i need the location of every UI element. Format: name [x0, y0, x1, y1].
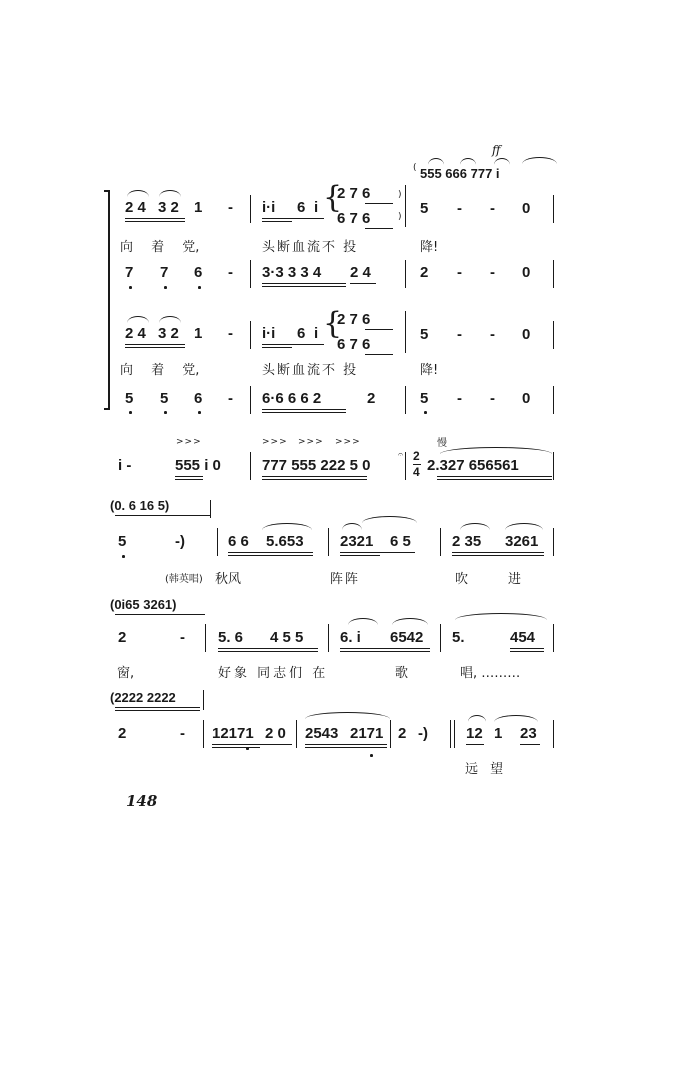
beam — [262, 479, 367, 480]
beam — [115, 515, 210, 516]
beam — [212, 747, 260, 748]
time-sig-bottom: 4 — [413, 465, 420, 479]
barline — [210, 500, 211, 518]
note: 23 — [520, 725, 537, 742]
slur — [428, 158, 444, 165]
lyric: 吹 — [455, 572, 469, 587]
accent-marks: >>> — [176, 437, 202, 447]
system-bracket — [108, 190, 110, 410]
note: - — [490, 390, 495, 407]
barline — [405, 452, 406, 480]
measure: i - — [118, 457, 132, 474]
beam — [365, 329, 393, 330]
note: 2543 — [305, 725, 339, 742]
bracket-cap — [104, 408, 110, 410]
note: 5 — [160, 390, 169, 407]
note: 2321 — [340, 533, 374, 550]
barline — [553, 260, 554, 288]
low-dot — [424, 411, 427, 414]
note: - — [457, 326, 462, 343]
note: i — [314, 325, 319, 342]
beam — [340, 651, 430, 652]
beam — [340, 555, 380, 556]
chord-lower: 6 7 6 — [337, 210, 371, 227]
barline — [553, 321, 554, 349]
note: 2 — [118, 629, 127, 646]
bracket-close: ) — [398, 212, 402, 222]
low-dot — [129, 286, 132, 289]
chord-upper: 2 7 6 — [337, 185, 371, 202]
slur — [494, 158, 510, 165]
bracket-close: ) — [398, 190, 402, 200]
beam — [365, 203, 393, 204]
beam — [212, 744, 292, 745]
note: 2 35 — [452, 533, 482, 550]
beam — [262, 283, 346, 284]
note: - — [457, 390, 462, 407]
note: 6 6 — [228, 533, 249, 550]
beam — [262, 412, 346, 413]
chord-lower: 6 7 6 — [337, 336, 371, 353]
low-dot — [122, 555, 125, 558]
lyric: 远 望 — [465, 762, 508, 777]
slur — [262, 523, 312, 530]
note: 1 — [494, 725, 503, 742]
lyric: 向 着 党, — [120, 240, 200, 255]
beam — [437, 476, 552, 477]
barline — [205, 624, 206, 652]
barline — [405, 386, 406, 414]
beam — [305, 747, 387, 748]
beam — [228, 555, 313, 556]
lyric: 阵阵 — [330, 572, 361, 587]
measure: 2.327 656561 — [427, 457, 519, 474]
note: - — [228, 199, 233, 216]
note: 7 — [160, 264, 169, 281]
note: - — [180, 725, 185, 742]
lyric: 头断血流不 投 — [262, 363, 359, 378]
note: 0 — [522, 390, 531, 407]
bracket-phrase: (0i65 3261) — [110, 597, 177, 612]
note: 2 — [420, 264, 429, 281]
beam — [228, 552, 313, 553]
note: 2 — [118, 725, 127, 742]
note: -) — [418, 725, 428, 742]
slur — [505, 523, 543, 530]
barline — [405, 260, 406, 288]
slur — [468, 715, 486, 722]
note: - — [228, 325, 233, 342]
note: 6 — [194, 390, 203, 407]
beam — [262, 221, 292, 222]
beam — [340, 648, 430, 649]
beam — [340, 552, 415, 553]
lyric: 窗, — [117, 666, 135, 681]
chord-upper: 2 7 6 — [337, 311, 371, 328]
note: - — [180, 629, 185, 646]
slur — [494, 715, 538, 722]
note: 3261 — [505, 533, 539, 550]
slur — [342, 523, 362, 530]
note: 1 — [194, 325, 203, 342]
intro-phrase: 555 666 777 i — [420, 166, 500, 181]
note: 3 2 — [158, 199, 179, 216]
bracket-phrase: (2222 2222 — [110, 690, 176, 705]
bracket-open: ( — [413, 163, 417, 173]
note: 3·3 3 3 4 — [262, 264, 322, 281]
barline — [440, 624, 441, 652]
accent-marks: >>> — [262, 437, 288, 447]
note: 4 5 5 — [270, 629, 304, 646]
barline — [553, 195, 554, 223]
beam — [262, 476, 367, 477]
slur — [127, 316, 149, 323]
note: i·i — [262, 199, 276, 216]
lyric: 降! — [420, 363, 439, 378]
slur — [460, 523, 490, 530]
note: 2 4 — [350, 264, 371, 281]
barline — [553, 386, 554, 414]
note: - — [457, 264, 462, 281]
note: 3 2 — [158, 325, 179, 342]
dynamic-ff: ff — [492, 143, 501, 157]
lyric: 秋风 — [215, 572, 242, 587]
barline — [450, 720, 451, 748]
note: 5 — [420, 390, 429, 407]
beam — [466, 744, 484, 745]
slur — [159, 316, 181, 323]
beam — [125, 347, 185, 348]
measure: 777 555 222 5 0 — [262, 457, 371, 474]
lyric: 头断血流不 投 — [262, 240, 359, 255]
beam — [437, 479, 552, 480]
note: 2 0 — [265, 725, 286, 742]
barline — [405, 185, 406, 227]
note: 5. — [452, 629, 465, 646]
note: 5 — [420, 326, 429, 343]
barline — [328, 624, 329, 652]
barline — [250, 195, 251, 223]
brace: { — [323, 180, 343, 215]
low-dot — [129, 411, 132, 414]
note: - — [457, 200, 462, 217]
slur — [460, 158, 476, 165]
beam — [262, 344, 324, 345]
beam — [218, 648, 318, 649]
note: - — [490, 264, 495, 281]
note: 6 5 — [390, 533, 411, 550]
note: 2 — [367, 390, 376, 407]
lyric: 唱, ……… — [460, 666, 521, 681]
beam — [510, 651, 544, 652]
barline — [250, 452, 251, 480]
note: 5.653 — [266, 533, 304, 550]
slur — [455, 613, 547, 620]
note: 2 4 — [125, 325, 146, 342]
beam — [262, 218, 324, 219]
beam — [262, 347, 292, 348]
low-dot — [198, 411, 201, 414]
beam — [262, 286, 346, 287]
note: 1 — [194, 199, 203, 216]
beam — [125, 218, 185, 219]
slur — [305, 712, 390, 719]
slur — [392, 618, 428, 625]
barline — [296, 720, 297, 748]
barline — [203, 720, 204, 748]
beam — [452, 555, 544, 556]
slur — [362, 516, 417, 523]
slur — [127, 190, 149, 197]
barline — [250, 321, 251, 349]
barline — [454, 720, 455, 748]
note: 454 — [510, 629, 536, 646]
beam — [262, 409, 346, 410]
note: i·i — [262, 325, 276, 342]
singer-note: (韩英唱) — [165, 574, 203, 585]
beam — [115, 710, 200, 711]
beam — [305, 744, 387, 745]
note: - — [490, 200, 495, 217]
page-number: 148 — [126, 792, 158, 810]
beam — [452, 552, 544, 553]
note: 12171 — [212, 725, 254, 742]
note: 2171 — [350, 725, 384, 742]
note: - — [228, 264, 233, 281]
lyric: 向 着 党, — [120, 363, 200, 378]
note: i — [314, 199, 319, 216]
bracket-cap — [104, 190, 110, 192]
low-dot — [370, 754, 373, 757]
slur — [522, 157, 557, 164]
note: 12 — [466, 725, 483, 742]
barline — [553, 452, 554, 480]
beam — [218, 651, 318, 652]
time-sig-top: 2 — [413, 449, 420, 463]
lyric: 进 — [508, 572, 522, 587]
note: 6. i — [340, 629, 361, 646]
beam — [365, 228, 393, 229]
slur — [440, 447, 552, 454]
barline — [250, 260, 251, 288]
accent-marks: >>> — [335, 437, 361, 447]
beam — [115, 707, 200, 708]
beam — [125, 221, 185, 222]
beam — [350, 283, 376, 284]
note: -) — [175, 533, 185, 550]
barline — [390, 720, 391, 748]
barline — [328, 528, 329, 556]
beam — [115, 614, 205, 615]
note: 7 — [125, 264, 134, 281]
barline — [553, 528, 554, 556]
note: 0 — [522, 326, 531, 343]
note: 2 — [398, 725, 407, 742]
lyric: 降! — [420, 240, 439, 255]
note: 6 — [297, 325, 306, 342]
low-dot — [198, 286, 201, 289]
tempo-mark: 慢 — [437, 438, 447, 449]
beam — [175, 476, 203, 477]
measure: 555 i 0 — [175, 457, 221, 474]
barline — [217, 528, 218, 556]
barline — [553, 624, 554, 652]
note: 6 — [297, 199, 306, 216]
low-dot — [164, 286, 167, 289]
note: 6·6 6 6 2 — [262, 390, 322, 407]
lyric: 好象 同志们 在 — [218, 666, 329, 681]
note: 5. 6 — [218, 629, 244, 646]
note: 2 4 — [125, 199, 146, 216]
bracket-phrase: (0. 6 16 5) — [110, 498, 170, 513]
beam — [365, 354, 393, 355]
barline — [203, 690, 204, 710]
brace: { — [323, 306, 343, 341]
note: 5 — [420, 200, 429, 217]
beam — [520, 744, 540, 745]
beam — [175, 479, 203, 480]
slur — [348, 618, 378, 625]
fermata: 𝄐 — [398, 450, 404, 460]
note: - — [490, 326, 495, 343]
low-dot — [164, 411, 167, 414]
note: 0 — [522, 200, 531, 217]
note: 5 — [118, 533, 127, 550]
barline — [440, 528, 441, 556]
barline — [250, 386, 251, 414]
beam — [510, 648, 544, 649]
slur — [159, 190, 181, 197]
barline — [553, 720, 554, 748]
beam — [125, 344, 185, 345]
note: - — [228, 390, 233, 407]
note: 5 — [125, 390, 134, 407]
barline — [405, 311, 406, 353]
lyric: 歌 — [395, 666, 409, 681]
note: 6542 — [390, 629, 424, 646]
accent-marks: >>> — [298, 437, 324, 447]
note: 6 — [194, 264, 203, 281]
note: 0 — [522, 264, 531, 281]
